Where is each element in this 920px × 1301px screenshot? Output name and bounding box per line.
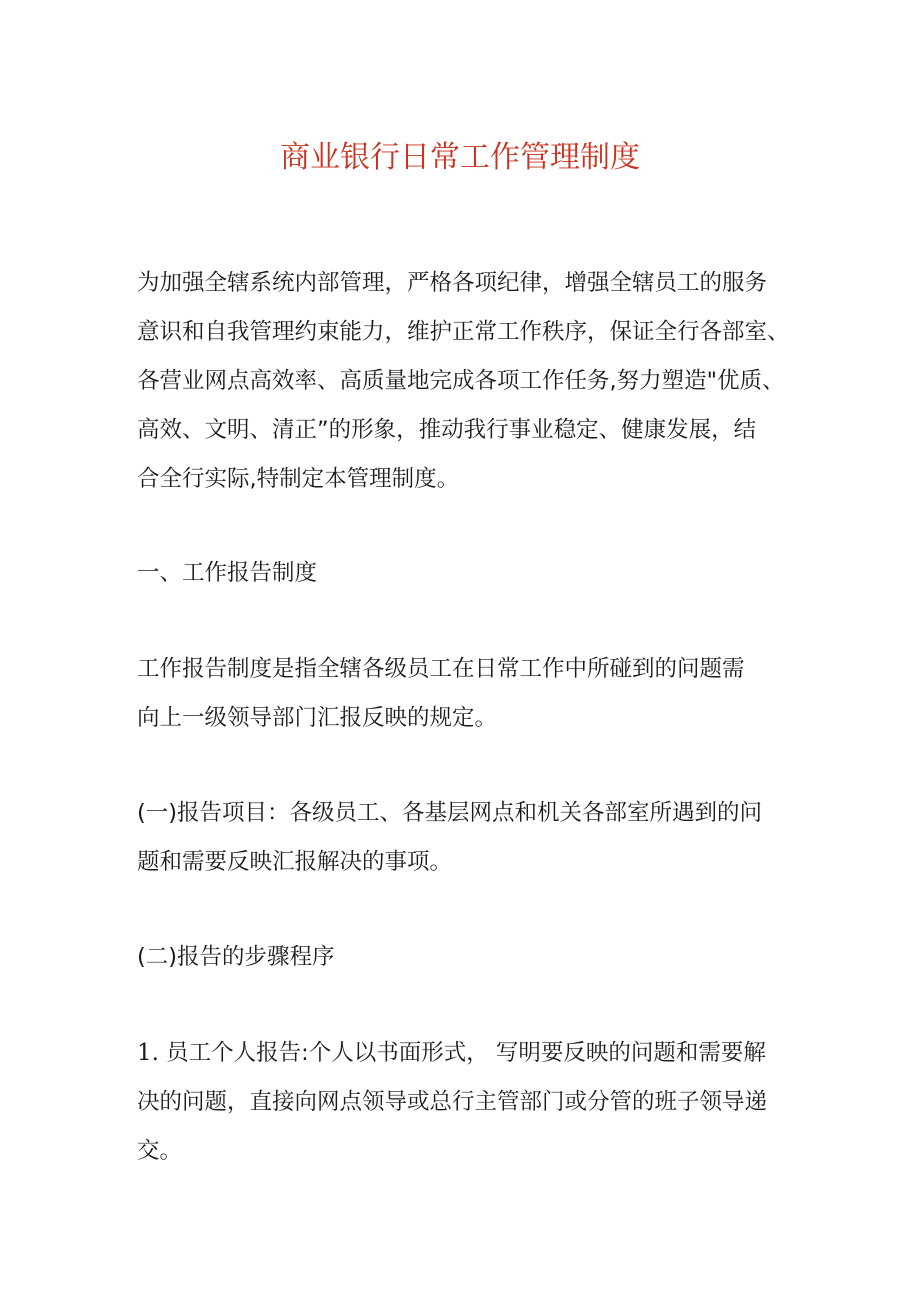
definition-line: 工作报告制度是指全辖各级员工在日常工作中所碰到的问题需 [137,656,745,682]
section-heading [137,549,797,598]
item-line: 题和需要反映汇报解决的事项。 [137,849,453,875]
step-line: 交。 [137,1138,183,1164]
intro-line: 合全行实际,特制定本管理制度。 [137,466,460,492]
intro-paragraph [137,259,797,504]
item-report-items [137,789,797,887]
step-1-paragraph [137,1029,797,1176]
step-line-text: 员工个人报告:个人以书面形式， 写明要反映的问题和需要解 [166,1040,766,1066]
item-report-steps [137,933,797,982]
intro-line: 高效、文明、清正”的形象，推动我行事业稳定、健康发展，结 [137,417,757,443]
intro-line: 意识和自我管理约束能力，维护正常工作秩序，保证全行各部室、 [137,319,790,345]
step-line [137,1029,797,1078]
item-heading-text: (二)报告的步骤程序 [137,944,335,970]
step-line: 决的问题，直接向网点领导或总行主管部门或分管的班子领导递 [137,1089,768,1115]
intro-line: 为加强全辖系统内部管理，严格各项纪律，增强全辖员工的服务 [137,270,768,296]
section-heading-text: 一、工作报告制度 [137,560,318,586]
item-line: (一)报告项目：各级员工、各基层网点和机关各部室所遇到的问 [137,800,763,826]
definition-line: 向上一级领导部门汇报反映的规定。 [137,705,498,731]
step-number: 1. [137,1040,159,1066]
intro-line: 各营业网点高效率、高质量地完成各项工作任务,努力塑造"优质、 [137,368,785,394]
definition-paragraph [137,645,797,743]
document-title: 商业银行日常工作管理制度 [280,140,640,175]
